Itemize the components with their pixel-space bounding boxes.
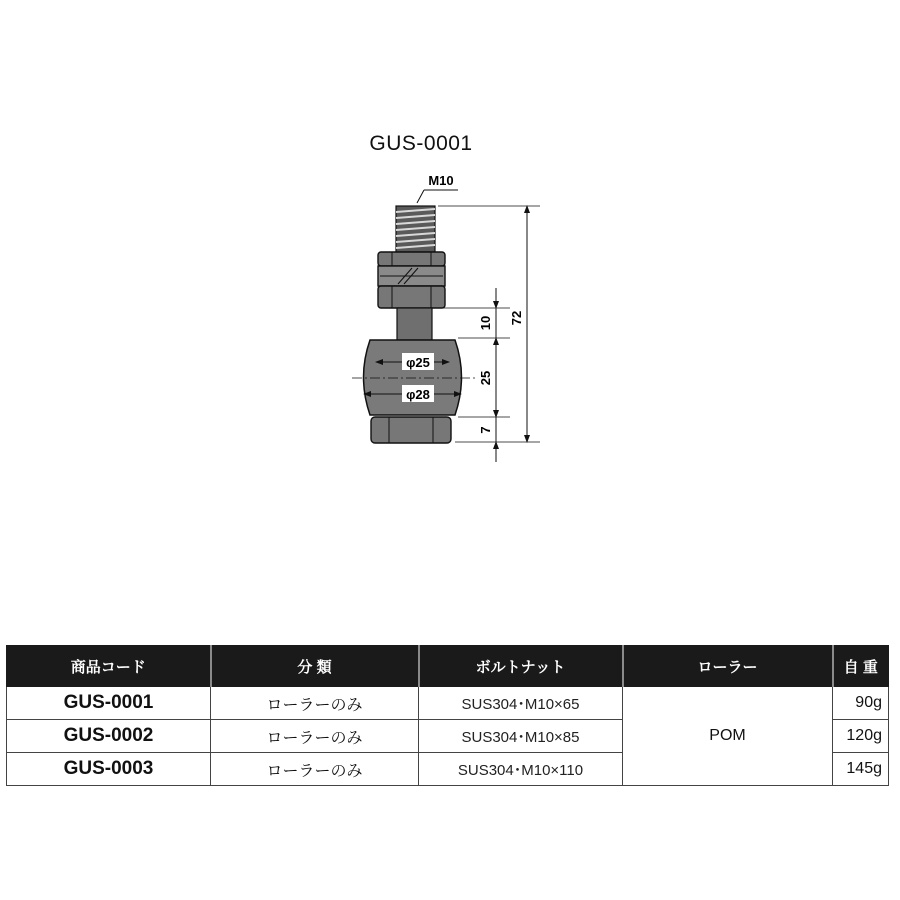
product-code-cell: GUS-0003: [7, 753, 211, 786]
dim-7: [478, 417, 496, 462]
spec-table: [6, 645, 889, 786]
table-row: [7, 687, 889, 720]
thread-label: M10: [428, 173, 454, 188]
dim-10-label: 10: [478, 315, 493, 331]
header-product-code: 商品コード: [7, 646, 211, 687]
thread-leader: [417, 173, 458, 203]
middle-nut: [378, 286, 445, 308]
weight-cell: 145g: [833, 753, 889, 786]
category-cell: ローラーのみ: [211, 720, 419, 753]
weight-cell: 90g: [833, 687, 889, 720]
dim-25: [478, 338, 496, 417]
category-cell: ローラーのみ: [211, 753, 419, 786]
washer: [378, 266, 445, 286]
bolt-nut-cell: SUS304･M10×85: [419, 720, 623, 753]
header-category: 分 類: [211, 646, 419, 687]
table-header-row: [7, 646, 889, 687]
bottom-nut: [371, 417, 451, 443]
dim-7-label: 7: [478, 426, 493, 434]
dim-25-label: 25: [478, 370, 493, 386]
dia-25-label: φ25: [406, 355, 430, 370]
roller: [364, 340, 462, 415]
header-bolt-nut: ボルトナット: [419, 646, 623, 687]
roller-material-cell: POM: [623, 687, 833, 786]
dim-10: [478, 288, 496, 338]
shaft: [397, 308, 432, 340]
dia-28-label: φ28: [406, 387, 430, 402]
upper-nut: [378, 252, 445, 266]
dim-72-label: 72: [509, 310, 524, 326]
header-roller: ローラー: [623, 646, 833, 687]
header-weight: 自 重: [833, 646, 889, 687]
product-code-cell: GUS-0001: [7, 687, 211, 720]
weight-cell: 120g: [833, 720, 889, 753]
drawing-title: GUS-0001: [369, 132, 473, 155]
category-cell: ローラーのみ: [211, 687, 419, 720]
product-code-cell: GUS-0002: [7, 720, 211, 753]
threaded-stud: [396, 206, 435, 252]
bolt-nut-cell: SUS304･M10×65: [419, 687, 623, 720]
dim-72: [509, 206, 527, 442]
bolt-nut-cell: SUS304･M10×110: [419, 753, 623, 786]
